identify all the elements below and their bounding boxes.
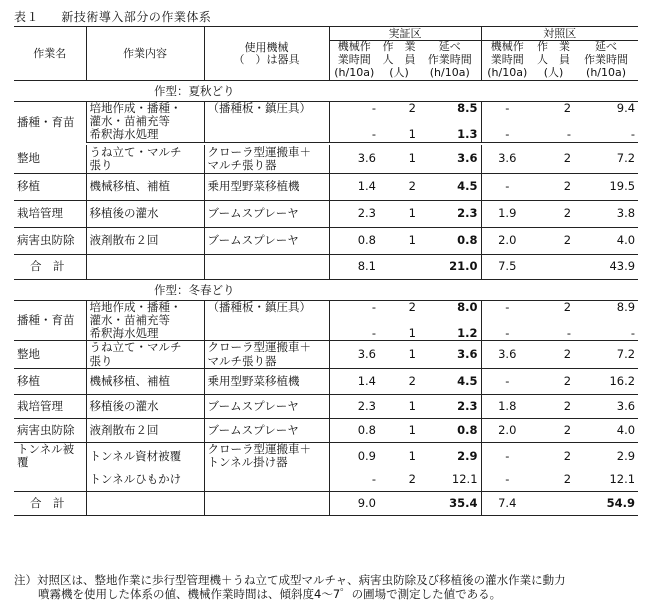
table-number: 表１ bbox=[14, 10, 40, 24]
cell: 2 bbox=[563, 448, 572, 463]
work-content: 張り bbox=[86, 355, 204, 369]
work-content: 灌水・苗補充等 bbox=[86, 115, 204, 128]
hdr-machine-time-3: (h/10a) bbox=[329, 67, 379, 81]
work-name: 整地 bbox=[14, 341, 86, 369]
cell: 4.5 bbox=[419, 369, 481, 395]
hdr-ctrl-total-time-2: 作業時間 bbox=[584, 53, 629, 66]
cell: 3.6 bbox=[574, 395, 638, 419]
cell: 0.8 bbox=[329, 227, 379, 254]
machine: （播種板・鎮圧具） bbox=[204, 300, 329, 314]
work-content: トンネルひもかけ bbox=[86, 469, 204, 491]
total-label: 合 計 bbox=[14, 491, 86, 515]
cell: 1.3 bbox=[419, 128, 481, 142]
table-row bbox=[14, 200, 638, 227]
cell: 3.6 bbox=[329, 341, 379, 369]
work-name: 移植 bbox=[14, 173, 86, 200]
cell bbox=[533, 491, 574, 515]
cell: - bbox=[533, 327, 574, 341]
work-name: 病害虫防除 bbox=[14, 227, 86, 254]
cell: 2 bbox=[533, 173, 574, 200]
cell: 2 bbox=[563, 101, 572, 115]
cell: 2 bbox=[533, 200, 574, 227]
cell: 7.2 bbox=[574, 341, 638, 369]
hdr-machine-time-1: 機械作 bbox=[329, 41, 379, 54]
hdr-ctrl-total-time-1: 延べ bbox=[595, 40, 618, 54]
work-name: 病害虫防除 bbox=[14, 419, 86, 443]
machine: ブームスプレーヤ bbox=[204, 419, 329, 443]
cell: 0.8 bbox=[419, 227, 481, 254]
work-content: 灌水・苗補充等 bbox=[86, 314, 204, 327]
cell: 12.1 bbox=[419, 469, 481, 491]
table-row bbox=[14, 469, 638, 491]
hdr-total-time-1: 延べ bbox=[438, 40, 461, 54]
cell: 43.9 bbox=[574, 254, 638, 279]
cell: 7.2 bbox=[574, 145, 638, 173]
machine: 乗用型野菜移植機 bbox=[204, 369, 329, 395]
cell: 2 bbox=[379, 369, 419, 395]
work-name: 栽培管理 bbox=[14, 395, 86, 419]
table-row bbox=[14, 341, 638, 355]
machine-header-line2: （ ）は器具 bbox=[233, 52, 300, 66]
machine: トンネル掛け器 bbox=[204, 456, 329, 469]
cell: 19.5 bbox=[574, 173, 638, 200]
cell: 7.4 bbox=[481, 491, 533, 515]
cell: 3.6 bbox=[481, 145, 533, 173]
hdr-workers-3: (人) bbox=[379, 67, 419, 81]
hdr-workers-1: 作 業 bbox=[382, 40, 416, 54]
machine-header-line1: 使用機械 bbox=[244, 40, 289, 54]
cell: 0.8 bbox=[419, 419, 481, 443]
cell: - bbox=[481, 369, 533, 395]
work-name: 移植 bbox=[14, 369, 86, 395]
table-row bbox=[14, 369, 638, 395]
total-label: 合 計 bbox=[14, 254, 86, 279]
hdr-total-time-3: (h/10a) bbox=[419, 67, 481, 81]
hdr-ctrl-machine-time-2: 業時間 bbox=[481, 54, 533, 67]
machine: マルチ張り器 bbox=[204, 159, 329, 173]
cell: 2 bbox=[408, 101, 416, 115]
table-row bbox=[14, 227, 638, 254]
cell: 1 bbox=[408, 448, 416, 463]
machine: （播種板・鎮圧具） bbox=[204, 102, 329, 116]
cell: 8.1 bbox=[329, 254, 379, 279]
cell: 2 bbox=[533, 227, 574, 254]
machine: ブームスプレーヤ bbox=[204, 227, 329, 254]
cell: 0.9 bbox=[329, 443, 379, 470]
total-row bbox=[14, 491, 638, 515]
cell: 1 bbox=[379, 327, 419, 341]
table-row bbox=[14, 327, 638, 341]
work-name: 覆 bbox=[17, 456, 29, 469]
cell: 2 bbox=[533, 395, 574, 419]
cell: 2 bbox=[533, 419, 574, 443]
cell: - bbox=[329, 327, 379, 341]
cell: 7.5 bbox=[481, 254, 533, 279]
cell: 1 bbox=[379, 395, 419, 419]
hdr-ctrl-machine-time-3: (h/10a) bbox=[481, 67, 533, 81]
work-name: 播種・育苗 bbox=[17, 114, 75, 129]
table-row bbox=[14, 115, 638, 128]
col-header-work-content: 作業内容 bbox=[86, 27, 204, 81]
hdr-ctrl-workers-1: 作 業 bbox=[537, 40, 571, 54]
work-name: 栽培管理 bbox=[14, 200, 86, 227]
cell: 2.0 bbox=[481, 419, 533, 443]
cell: 4.5 bbox=[419, 173, 481, 200]
cell: 12.1 bbox=[574, 469, 638, 491]
cell: 1 bbox=[379, 128, 419, 142]
cell: 3.6 bbox=[329, 145, 379, 173]
section-label-winter-spring: 作型：冬春どり bbox=[14, 279, 638, 300]
work-name: 播種・育苗 bbox=[14, 300, 86, 341]
cell: 2.3 bbox=[329, 395, 379, 419]
col-header-machine bbox=[204, 27, 329, 81]
cell: 4.0 bbox=[574, 419, 638, 443]
cell: 8.9 bbox=[616, 300, 636, 314]
work-content: 希釈海水処理 bbox=[86, 327, 204, 341]
cell: 2 bbox=[379, 469, 419, 491]
cell: 2.0 bbox=[481, 227, 533, 254]
cell: 2 bbox=[533, 341, 574, 369]
cell: 1 bbox=[379, 419, 419, 443]
cell: 2 bbox=[533, 145, 574, 173]
work-name: トンネル被 bbox=[17, 442, 75, 456]
group-header-control: 対照区 bbox=[481, 27, 638, 41]
work-content: 張り bbox=[86, 159, 204, 173]
work-content: 移植後の灌水 bbox=[86, 200, 204, 227]
cell: 54.9 bbox=[574, 491, 638, 515]
group-header-demo: 実証区 bbox=[329, 27, 481, 41]
work-content: 培地作成・播種・ bbox=[86, 300, 204, 314]
cell: - bbox=[481, 173, 533, 200]
cell: - bbox=[481, 300, 533, 314]
work-content: 移植後の灌水 bbox=[86, 395, 204, 419]
cell: 3.6 bbox=[481, 341, 533, 369]
cell: 35.4 bbox=[419, 491, 481, 515]
section-label-summer-autumn: 作型：夏秋どり bbox=[14, 81, 638, 102]
table-row bbox=[14, 145, 638, 159]
cell: 1.4 bbox=[329, 369, 379, 395]
work-content: 培地作成・播種・ bbox=[86, 102, 204, 116]
work-content: 液剤散布２回 bbox=[86, 419, 204, 443]
cell: 1.9 bbox=[481, 200, 533, 227]
cell: 0.8 bbox=[329, 419, 379, 443]
cell: 3.6 bbox=[419, 341, 481, 369]
cell: 4.0 bbox=[574, 227, 638, 254]
cell: 8.5 bbox=[457, 101, 478, 115]
work-content: 液剤散布２回 bbox=[86, 227, 204, 254]
cell: - bbox=[481, 443, 533, 470]
cell: - bbox=[574, 327, 638, 341]
hdr-total-time-2: 作業時間 bbox=[427, 53, 472, 66]
hdr-ctrl-machine-time-1: 機械作 bbox=[481, 41, 533, 54]
hdr-ctrl-workers-2: 人 員 bbox=[537, 53, 571, 66]
hdr-ctrl-workers-3: (人) bbox=[533, 67, 574, 81]
table-row bbox=[14, 300, 638, 314]
work-content: 希釈海水処理 bbox=[86, 128, 204, 142]
table-row bbox=[14, 419, 638, 443]
cell: 8.0 bbox=[457, 300, 478, 314]
cell: 21.0 bbox=[419, 254, 481, 279]
table-row bbox=[14, 395, 638, 419]
footnote-line1: 注）対照区は、整地作業に歩行型管理機＋うね立て成型マルチャ、病害虫防除及び移植後の灌水作業に動力 bbox=[14, 573, 566, 587]
table-footnote bbox=[14, 573, 634, 601]
table-row bbox=[14, 314, 638, 327]
cell: 2.3 bbox=[329, 200, 379, 227]
cell: 1 bbox=[379, 227, 419, 254]
cell: 1 bbox=[379, 145, 419, 173]
table-caption bbox=[14, 8, 211, 25]
cell bbox=[379, 491, 419, 515]
cell: 2 bbox=[533, 469, 574, 491]
machine: ブームスプレーヤ bbox=[204, 200, 329, 227]
cell: 2.9 bbox=[457, 448, 478, 463]
table-row bbox=[14, 173, 638, 200]
work-content: トンネル資材被覆 bbox=[86, 443, 204, 470]
cell: 1 bbox=[379, 341, 419, 369]
total-row bbox=[14, 254, 638, 279]
cell: 2.9 bbox=[616, 448, 636, 463]
table-row bbox=[14, 443, 638, 457]
cell: 3.6 bbox=[419, 145, 481, 173]
cell: 1.4 bbox=[329, 173, 379, 200]
hdr-workers-2: 人 員 bbox=[382, 53, 416, 66]
machine: クローラ型運搬車＋ bbox=[204, 341, 329, 355]
cell: 2 bbox=[379, 173, 419, 200]
col-header-work-name: 作業名 bbox=[14, 27, 86, 81]
hdr-ctrl-total-time-3: (h/10a) bbox=[574, 67, 638, 81]
cell: - bbox=[481, 102, 533, 116]
machine: クローラ型運搬車＋ bbox=[204, 443, 329, 457]
table-title: 新技術導入部分の作業体系 bbox=[61, 10, 212, 24]
work-content: 機械移植、補植 bbox=[86, 369, 204, 395]
cell: - bbox=[329, 102, 379, 116]
cell: - bbox=[329, 300, 379, 314]
table-row bbox=[14, 102, 638, 116]
cell: - bbox=[533, 128, 574, 142]
cell: 2 bbox=[408, 300, 416, 314]
cell: 3.8 bbox=[574, 200, 638, 227]
cell: 1 bbox=[379, 200, 419, 227]
work-content: 機械移植、補植 bbox=[86, 173, 204, 200]
cell: 2 bbox=[533, 369, 574, 395]
cell bbox=[533, 254, 574, 279]
cell: 9.4 bbox=[616, 101, 636, 115]
hdr-machine-time-2: 業時間 bbox=[329, 54, 379, 67]
footnote-line2: 噴霧機を使用した体系の値、機械作業時間は、傾斜度4～7゜の圃場で測定した値である。 bbox=[38, 587, 502, 601]
cell: - bbox=[574, 128, 638, 142]
machine: 乗用型野菜移植機 bbox=[204, 173, 329, 200]
cell: 2.3 bbox=[419, 395, 481, 419]
machine: クローラ型運搬車＋ bbox=[204, 145, 329, 159]
machine: ブームスプレーヤ bbox=[204, 395, 329, 419]
work-name: 整地 bbox=[14, 145, 86, 173]
machine: マルチ張り器 bbox=[204, 355, 329, 369]
cell: - bbox=[481, 327, 533, 341]
work-content: うね立て・マルチ bbox=[86, 145, 204, 159]
work-content: うね立て・マルチ bbox=[86, 341, 204, 355]
cell: 2 bbox=[563, 300, 572, 314]
cell: 9.0 bbox=[329, 491, 379, 515]
cell: 1.8 bbox=[481, 395, 533, 419]
cell bbox=[379, 254, 419, 279]
work-system-table bbox=[14, 26, 638, 516]
cell: - bbox=[481, 469, 533, 491]
table-row bbox=[14, 128, 638, 142]
cell: - bbox=[329, 469, 379, 491]
cell: 16.2 bbox=[574, 369, 638, 395]
cell: - bbox=[329, 128, 379, 142]
cell: 2.3 bbox=[419, 200, 481, 227]
cell: 1.2 bbox=[419, 327, 481, 341]
cell: - bbox=[481, 128, 533, 142]
